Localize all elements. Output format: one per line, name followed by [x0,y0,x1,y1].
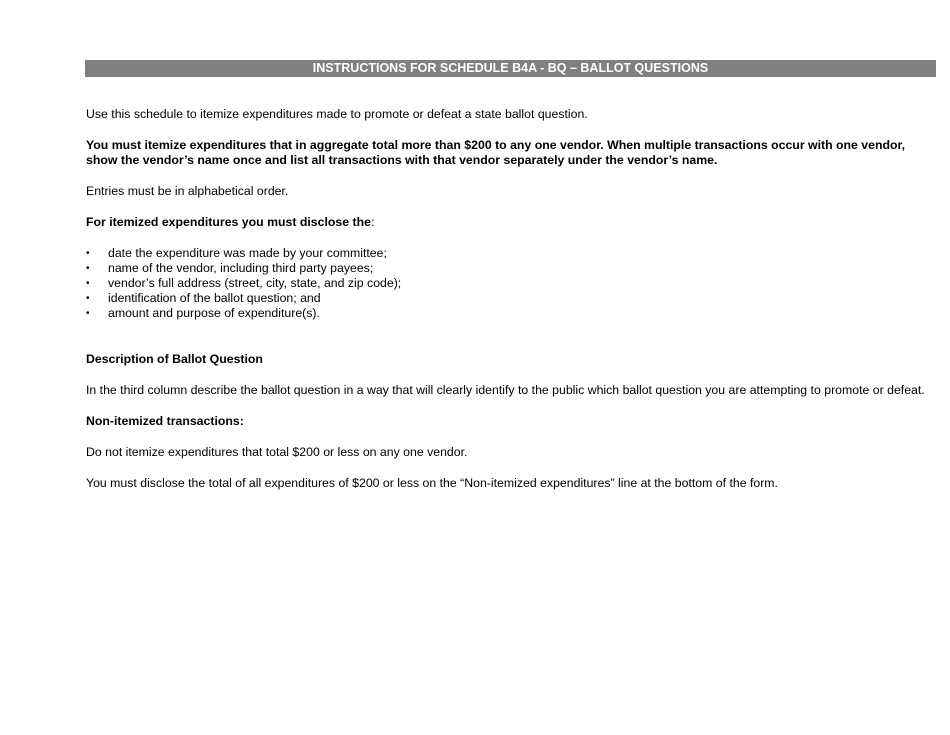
list-item-text: name of the vendor, including third party payees; [108,261,374,275]
list-item-text: identification of the ballot question; and [108,291,321,305]
list-item [86,306,926,321]
list-item [86,291,926,306]
non-itemized-paragraph-2: You must disclose the total of all expenditures of $200 or less on the “Non-itemized expenditures” line at the bottom of the form. [86,476,778,490]
description-heading: Description of Ballot Question [86,352,263,366]
list-item-text: amount and purpose of expenditure(s). [108,306,320,320]
non-itemized-heading: Non-itemized transactions: [86,414,244,428]
bullet-icon: • [86,293,90,304]
list-item-text: vendor’s full address (street, city, state, and zip code); [108,276,402,290]
disclose-heading-text: For itemized expenditures you must disclose the [86,215,371,229]
disclose-heading [86,215,926,230]
bullet-icon: • [86,263,90,274]
description-paragraph: In the third column describe the ballot question in a way that will clearly identify to the public which ballot question you are attempting to promote or defeat. [86,383,925,397]
itemize-rule-paragraph: You must itemize expenditures that in aggregate total more than $200 to any one vendor. When multiple transactions occur with one vendor, show the vendor’s name once and list all transactions with that vendor separately under the vendor’s name. [86,138,906,167]
non-itemized-paragraph-1: Do not itemize expenditures that total $200 or less on any one vendor. [86,445,468,459]
list-item [86,246,926,261]
disclose-heading-colon: : [370,215,375,229]
bullet-icon: • [86,248,90,259]
bullet-icon: • [86,278,90,289]
list-item [86,276,926,291]
instructions-body [86,107,926,507]
list-item [86,261,926,276]
bullet-icon: • [86,308,90,319]
alphabetical-order-note: Entries must be in alphabetical order. [86,184,289,198]
disclosure-list [86,246,926,321]
page-title: INSTRUCTIONS FOR SCHEDULE B4A - BQ – BALLOT QUESTIONS [85,60,936,77]
list-item-text: date the expenditure was made by your committee; [108,246,387,260]
intro-paragraph: Use this schedule to itemize expenditures made to promote or defeat a state ballot question. [86,107,588,121]
